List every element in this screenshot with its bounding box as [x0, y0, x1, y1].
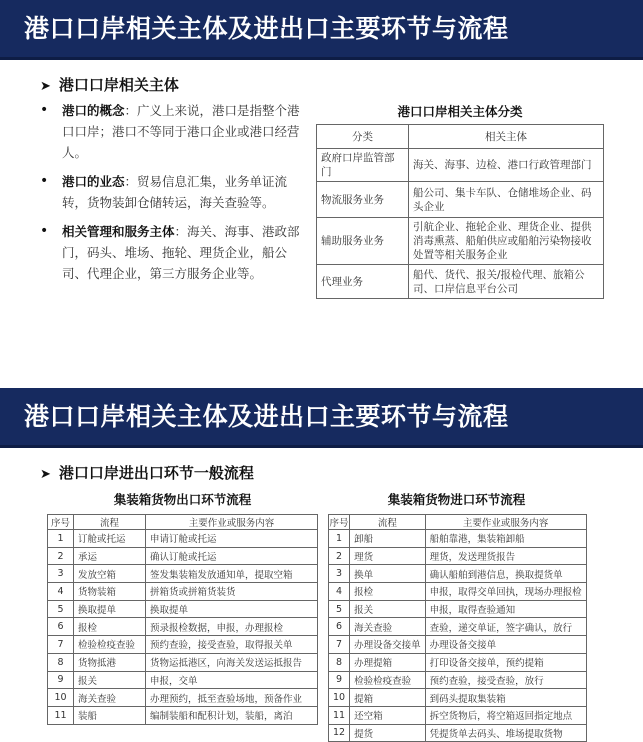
- table-cell: 政府口岸监管部门: [317, 149, 409, 182]
- table-cell: 签发集装箱发放通知单，提取空箱: [146, 565, 318, 583]
- bullet-text: ：贸易信息汇集，业务单证流转，货物装卸仓储转运，海关查验等。: [62, 174, 288, 210]
- header-cell: 相关主体: [409, 125, 604, 149]
- table-cell: 10: [329, 689, 350, 707]
- table-row: [48, 689, 318, 707]
- table-row: [48, 547, 318, 565]
- table-cell: 辅助服务业务: [317, 218, 409, 265]
- table-cell: 物流服务业务: [317, 182, 409, 218]
- table-cell: 报检: [350, 583, 426, 601]
- bullet-term: 港口的概念: [62, 103, 125, 118]
- table-row: [48, 565, 318, 583]
- table-cell: 确认船舶到港信息，换取提货单: [425, 565, 586, 583]
- table-cell: 9: [329, 671, 350, 689]
- table-cell: 1: [329, 530, 350, 548]
- table-row: [329, 618, 587, 636]
- table-cell: 引航企业、拖轮企业、理货企业、提供消毒熏蒸、船舶供应或船舶污染物接收处置等相关服务企业: [409, 218, 604, 265]
- table-cell: 提箱: [350, 689, 426, 707]
- table-cell: 拼箱货或拼箱货装货: [146, 583, 318, 601]
- table-row: [48, 636, 318, 654]
- table-cell: 船公司、集卡车队、仓储堆场企业、码头企业: [409, 182, 604, 218]
- table-row: [329, 724, 587, 742]
- table-cell: 申请订舱或托运: [146, 530, 318, 548]
- table-cell: 申报，取得交单回执，现场办理报检: [425, 583, 586, 601]
- table-row: [329, 530, 587, 548]
- table-cell: 检验检疫查验: [350, 671, 426, 689]
- table-cell: 货物抵港: [74, 653, 146, 671]
- table-cell: 10: [48, 689, 74, 707]
- table-cell: 2: [329, 547, 350, 565]
- table-cell: 办理设备交接单: [350, 636, 426, 654]
- import-flow-table: [328, 514, 587, 742]
- table-cell: 船舶靠港，集装箱卸船: [425, 530, 586, 548]
- table-cell: 装船: [74, 706, 146, 724]
- table-cell: 预录报检数据，申报，办理报检: [146, 618, 318, 636]
- table-row: [329, 671, 587, 689]
- table-header-row: [329, 515, 587, 530]
- export-flow-table: [47, 514, 318, 725]
- table-cell: 提货: [350, 724, 426, 742]
- table-row: [329, 565, 587, 583]
- classification-table-title: 港口口岸相关主体分类: [397, 104, 523, 119]
- table-cell: 8: [48, 653, 74, 671]
- table-cell: 换单: [350, 565, 426, 583]
- entity-bullet-list: [36, 100, 301, 292]
- table-cell: 货物装箱: [74, 583, 146, 601]
- table-cell: 办理提箱: [350, 653, 426, 671]
- table-cell: 11: [48, 706, 74, 724]
- table-cell: 海关查验: [74, 689, 146, 707]
- table-row: [329, 636, 587, 654]
- table-row: [48, 583, 318, 601]
- table-cell: 办理设备交接单: [425, 636, 586, 654]
- arrow-right-icon: ➤: [40, 79, 51, 94]
- table-cell: 报检: [74, 618, 146, 636]
- table-cell: 换取提单: [146, 600, 318, 618]
- table-cell: 代理业务: [317, 265, 409, 299]
- table-row: [48, 671, 318, 689]
- table-row: [48, 706, 318, 724]
- table-cell: 4: [329, 583, 350, 601]
- table-cell: 5: [329, 600, 350, 618]
- bullet-term: 相关管理和服务主体: [62, 224, 175, 239]
- table-cell: 到码头提取集装箱: [425, 689, 586, 707]
- table-row: [317, 265, 604, 299]
- table-cell: 申报，取得查验通知: [425, 600, 586, 618]
- table-cell: 货物运抵港区，向海关发送运抵报告: [146, 653, 318, 671]
- table-row: [48, 600, 318, 618]
- section-heading-entities: [40, 74, 179, 95]
- table-cell: 6: [329, 618, 350, 636]
- entity-classification-table: [316, 124, 604, 299]
- table-cell: 3: [48, 565, 74, 583]
- table-cell: 报关: [350, 600, 426, 618]
- table-cell: 7: [48, 636, 74, 654]
- arrow-right-icon: ➤: [40, 467, 51, 482]
- export-table-title: 集装箱货物出口环节流程: [113, 492, 252, 507]
- page-banner-top: 港口口岸相关主体及进出口主要环节与流程: [0, 0, 643, 60]
- table-cell: 11: [329, 706, 350, 724]
- table-row: [329, 547, 587, 565]
- table-cell: 船代、货代、报关/报检代理、旅箱公司、口岸信息平台公司: [409, 265, 604, 299]
- table-row: [329, 689, 587, 707]
- table-row: [48, 653, 318, 671]
- table-row: [48, 530, 318, 548]
- table-row: [48, 618, 318, 636]
- table-cell: 12: [329, 724, 350, 742]
- section-heading-flow: [40, 462, 254, 483]
- table-cell: 拆空货物后，将空箱返回指定地点: [425, 706, 586, 724]
- table-cell: 3: [329, 565, 350, 583]
- table-cell: 1: [48, 530, 74, 548]
- header-cell: 分类: [317, 125, 409, 149]
- bullet-text: ：广义上来说，港口是指整个港口口岸；港口不等同于港口企业或港口经营人。: [62, 103, 300, 160]
- table-cell: 卸船: [350, 530, 426, 548]
- table-cell: 海关查验: [350, 618, 426, 636]
- table-row: [329, 583, 587, 601]
- table-row: [317, 149, 604, 182]
- table-cell: 理货: [350, 547, 426, 565]
- table-cell: 4: [48, 583, 74, 601]
- table-header-row: [317, 125, 604, 149]
- table-cell: 承运: [74, 547, 146, 565]
- table-cell: 报关: [74, 671, 146, 689]
- table-cell: 换取提单: [74, 600, 146, 618]
- table-cell: 还空箱: [350, 706, 426, 724]
- bullet-item: [36, 171, 301, 213]
- table-cell: 8: [329, 653, 350, 671]
- table-row: [317, 182, 604, 218]
- table-cell: 办理预约，抵至查验场地，预备作业: [146, 689, 318, 707]
- header-cell: 流程: [350, 515, 426, 530]
- header-cell: 流程: [74, 515, 146, 530]
- table-cell: 海关、海事、边检、港口行政管理部门: [409, 149, 604, 182]
- table-row: [329, 653, 587, 671]
- table-cell: 9: [48, 671, 74, 689]
- table-cell: 查验，递交单证，签字确认，放行: [425, 618, 586, 636]
- header-cell: 主要作业或服务内容: [425, 515, 586, 530]
- section-heading-text: 港口口岸相关主体: [58, 76, 179, 94]
- bullet-term: 港口的业态: [62, 174, 125, 189]
- table-cell: 凭提货单去码头、堆场提取货物: [425, 724, 586, 742]
- table-cell: 5: [48, 600, 74, 618]
- table-row: [329, 600, 587, 618]
- table-cell: 预约查验，接受查验，取得报关单: [146, 636, 318, 654]
- bullet-item: [36, 100, 301, 163]
- table-cell: 预约查验，接受查验，放行: [425, 671, 586, 689]
- table-cell: 发放空箱: [74, 565, 146, 583]
- table-cell: 2: [48, 547, 74, 565]
- table-cell: 订舱或托运: [74, 530, 146, 548]
- table-cell: 打印设备交接单，预约提箱: [425, 653, 586, 671]
- table-cell: 7: [329, 636, 350, 654]
- bullet-text: ：海关、海事、港政部门，码头、堆场、拖轮、理货企业，船公司、代理企业，第三方服务企业等。: [62, 224, 300, 281]
- table-cell: 理货，发送理货报告: [425, 547, 586, 565]
- table-header-row: [48, 515, 318, 530]
- table-cell: 编制装船和配积计划，装船，离泊: [146, 706, 318, 724]
- table-row: [317, 218, 604, 265]
- section-heading-text: 港口口岸进出口环节一般流程: [58, 464, 254, 482]
- page-banner-bottom: 港口口岸相关主体及进出口主要环节与流程: [0, 388, 643, 448]
- table-cell: 检验检疫查验: [74, 636, 146, 654]
- table-cell: 确认订舱或托运: [146, 547, 318, 565]
- import-table-title: 集装箱货物进口环节流程: [387, 492, 526, 507]
- header-cell: 序号: [48, 515, 74, 530]
- header-cell: 序号: [329, 515, 350, 530]
- table-cell: 6: [48, 618, 74, 636]
- table-row: [329, 706, 587, 724]
- header-cell: 主要作业或服务内容: [146, 515, 318, 530]
- table-cell: 申报，交单: [146, 671, 318, 689]
- bullet-item: [36, 221, 301, 284]
